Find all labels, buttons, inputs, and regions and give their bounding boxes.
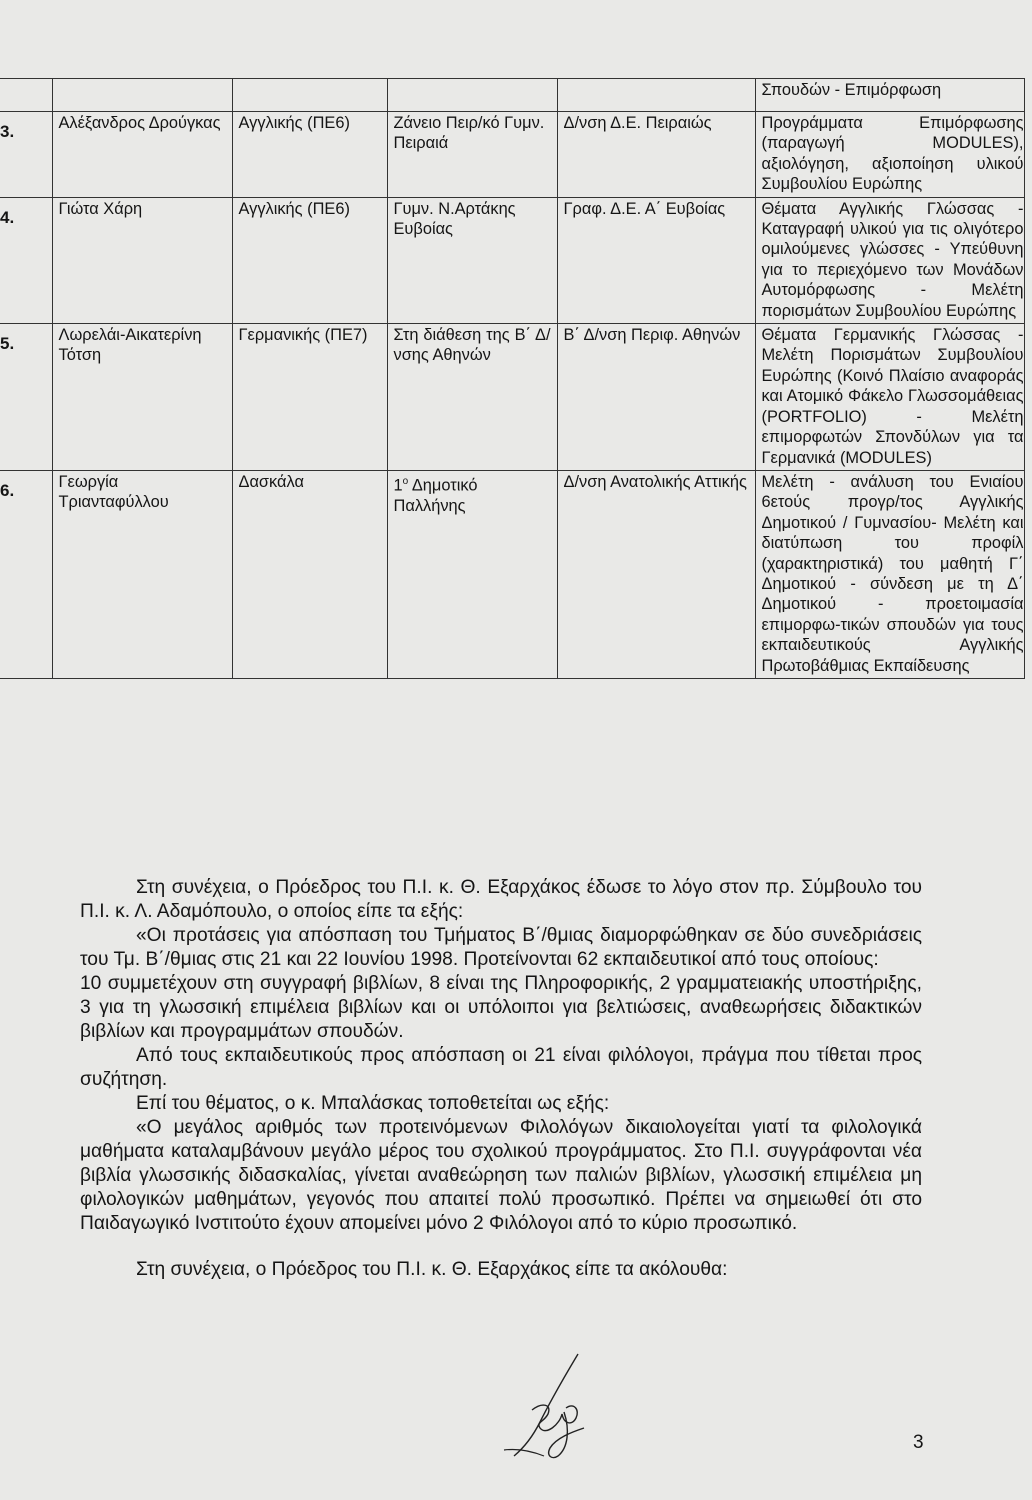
- table-row: [0, 324, 1024, 471]
- row-number: 4.: [0, 197, 52, 323]
- table-row: [0, 470, 1024, 678]
- directorate-cell: Γραφ. Δ.Ε. Α΄ Ευβοίας: [557, 197, 755, 323]
- project-cell: Προγράμματα Επιμόρφωσης (παραγωγή MODULES), αξιολόγηση, αξιοποίηση υλικού Συμβουλίου Ευρώπης: [755, 112, 1024, 198]
- paragraph: Επί του θέματος, ο κ. Μπαλάσκας τοποθετείται ως εξής:: [136, 1093, 610, 1114]
- table-row-continued: [0, 79, 1024, 112]
- ordinal-superscript: ο: [402, 475, 409, 487]
- paragraph: «Ο μεγάλος αριθμός των προτεινόμενων Φιλολόγων δικαιολογείται γιατί τα φιλολογικά μαθήματα καταλαμβάνουν μεγάλο μέρος του σχολικού προγράμματος. Στο Π.Ι. συγγράφονται νέα βιβλία γλωσσικής διδασκαλίας, γίνεται αναθεώρηση των παλιών βιβλίων, γλωσσική επιμέλεια μη φιλολογικών μαθημάτων, γεγονός που απαιτεί πολύ προσωπικό. Πρέπει να σημειωθεί ότι στο Παιδαγωγικό Ινστιτούτο έχουν απομείνει μόνο 2 Φιλόλογοι από το κύριο προσωπικό.: [80, 1117, 922, 1234]
- school-number: 1: [393, 476, 403, 495]
- row-number: 3.: [0, 112, 52, 198]
- project-cell: Μελέτη - ανάλυση του Ενιαίου 6ετούς προγρ/τος Αγγλικής Δημοτικού / Γυμνασίου- Μελέτη και διατύπωση του προφίλ (χαρακτηριστικά) του μαθητή Γ΄ Δημοτικού - σύνδεση με τη Δ΄ Δημοτικού - προετοιμασία επιμορφω-τικών σπουδών για τους εκπαιδευτικούς Αγγλικής Πρωτοβάθμιας Εκπαίδευσης: [755, 470, 1024, 678]
- directorate-cell: Δ/νση Ανατολικής Αττικής: [557, 470, 755, 678]
- project-cell: Θέματα Αγγλικής Γλώσσας - Καταγραφή υλικού για τις ολιγότερο ομιλούμενες γλώσσες - Υπεύθυνη για το περιεχόμενο των Μονάδων Αυτομόρφωσης - Μελέτη πορισμάτων Συμβουλίου Ευρώπης: [755, 197, 1024, 323]
- school-cell: Ζάνειο Πειρ/κό Γυμν. Πειραιά: [387, 112, 557, 198]
- paragraph: Στη συνέχεια, ο Πρόεδρος του Π.Ι. κ. Θ. Εξαρχάκος είπε τα ακόλουθα:: [136, 1259, 728, 1280]
- minutes-text: [80, 876, 922, 1282]
- specialty-cell: Αγγλικής (ΠΕ6): [232, 197, 387, 323]
- project-cell: Σπουδών - Επιμόρφωση: [755, 79, 1024, 112]
- paragraph: Στη συνέχεια, ο Πρόεδρος του Π.Ι. κ. Θ. Εξαρχάκος έδωσε το λόγο στον πρ. Σύμβουλο του Π.Ι. κ. Λ. Αδαμόπουλο, ο οποίος είπε τα εξής:: [80, 877, 922, 922]
- name-cell: Αλέξανδρος Δρούγκας: [52, 112, 232, 198]
- table-row: [0, 197, 1024, 323]
- school-cell: Γυμν. Ν.Αρτάκης Ευβοίας: [387, 197, 557, 323]
- directorate-cell: Δ/νση Δ.Ε. Πειραιώς: [557, 112, 755, 198]
- table-row: [0, 112, 1024, 198]
- specialty-cell: Δασκάλα: [232, 470, 387, 678]
- paragraph: 10 συμμετέχουν στη συγγραφή βιβλίων, 8 είναι της Πληροφορικής, 2 γραμματειακής υποστήριξης, 3 για τη γλωσσική επιμέλεια βιβλίων και οι υπόλοιποι για βελτιώσεις, αναθεωρήσεις διδακτικών βιβλίων και προγραμμάτων σπουδών.: [80, 973, 922, 1042]
- specialty-cell: Αγγλικής (ΠΕ6): [232, 112, 387, 198]
- paragraph: «Οι προτάσεις για απόσπαση του Τμήματος Β΄/θμιας διαμορφώθηκαν σε δύο συνεδριάσεις του Τμ. Β΄/θμιας στις 21 και 22 Ιουνίου 1998. Προτείνονται 62 εκπαιδευτικοί από τους οποίους:: [80, 925, 922, 970]
- name-cell: Γεωργία Τριανταφύλλου: [52, 470, 232, 678]
- specialty-cell: Γερμανικής (ΠΕ7): [232, 324, 387, 471]
- paragraph: Από τους εκπαιδευτικούς προς απόσπαση οι 21 είναι φιλόλογοι, πράγμα που τίθεται προς συζήτηση.: [80, 1045, 922, 1090]
- row-number: 5.: [0, 324, 52, 471]
- project-cell: Θέματα Γερμανικής Γλώσσας - Μελέτη Πορισμάτων Συμβουλίου Ευρώπης (Κοινό Πλαίσιο αναφοράς και Ατομικό Φάκελο Γλωσσομάθειας (PORTFOLIO) - Μελέτη επιμορφωτών Σπονδύλων για τα Γερμανικά (MODULES): [755, 324, 1024, 471]
- name-cell: Λωρελάι-Αικατερίνη Τότση: [52, 324, 232, 471]
- directorate-cell: Β΄ Δ/νση Περιφ. Αθηνών: [557, 324, 755, 471]
- seconded-staff-table: [0, 78, 1025, 679]
- school-name: Δημοτικό Παλλήνης: [393, 476, 478, 515]
- row-number: 6.: [0, 470, 52, 678]
- school-cell: Στη διάθεση της Β΄ Δ/νσης Αθηνών: [387, 324, 557, 471]
- name-cell: Γιώτα Χάρη: [52, 197, 232, 323]
- handwritten-signature: [500, 1352, 610, 1462]
- page-number: 3: [913, 1432, 924, 1453]
- school-cell: [387, 470, 557, 678]
